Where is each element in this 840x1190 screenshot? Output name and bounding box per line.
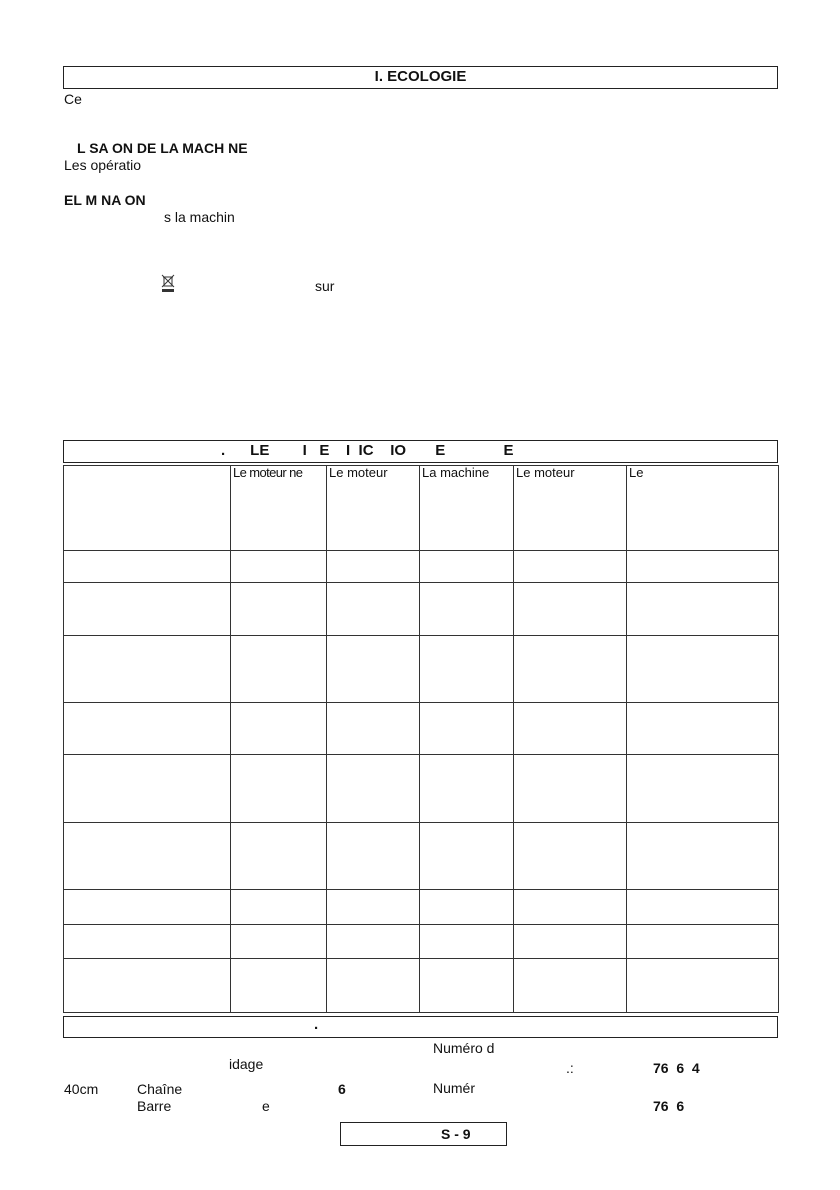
footer-section-title [63,1016,778,1038]
size-label: 40cm [64,1081,99,1097]
table-header-cell: La machine [420,466,514,551]
table-row [64,583,779,636]
diagnostic-table [63,465,779,1013]
numero-label-2: Numér [433,1080,476,1096]
utilisation-text: Les opératio [64,157,142,173]
table-header-cell [64,466,231,551]
ref-separator: .: [566,1060,574,1076]
table-row [64,823,779,890]
table-section-title-text: . LE I E I IC IO E E [221,442,514,459]
barre-suffix: e [262,1098,270,1114]
ref-value-1: 76 6 4 [653,1060,700,1076]
footer-section-title-text: . [314,1016,319,1033]
table-row [64,890,779,925]
section-ecologie-title-text: I. ECOLOGIE [374,68,467,85]
table-header-row [64,466,779,551]
table-row [64,703,779,755]
table-row [64,959,779,1013]
ref-value-2: 76 6 [653,1098,685,1114]
table-header-cell: Le moteur [327,466,420,551]
table-row [64,755,779,823]
numero-label-1: Numéro d [433,1040,495,1056]
guide-label: idage [229,1056,264,1072]
chaine-value: 6 [338,1081,346,1097]
page-number: S - 9 [441,1126,471,1142]
elimination-text: s la machin [164,209,235,225]
elimination-symbol-text: sur [315,278,335,294]
table-row [64,925,779,959]
chaine-label: Chaîne [137,1081,183,1097]
table-section-title [63,440,778,463]
ecologie-intro: Ce [64,91,82,107]
section-ecologie-title [63,66,778,89]
elimination-heading: EL M NA ON [64,192,146,208]
utilisation-heading: L SA ON DE LA MACH NE [77,140,248,156]
page-number-box [340,1122,507,1146]
table-header-cell: Le moteur [514,466,627,551]
barre-label: Barre [137,1098,172,1114]
crossed-bin-icon [159,273,177,293]
table-row [64,636,779,703]
table-row [64,551,779,583]
table-header-cell: Le [627,466,779,551]
table-header-cell: Le moteur ne [231,466,327,551]
